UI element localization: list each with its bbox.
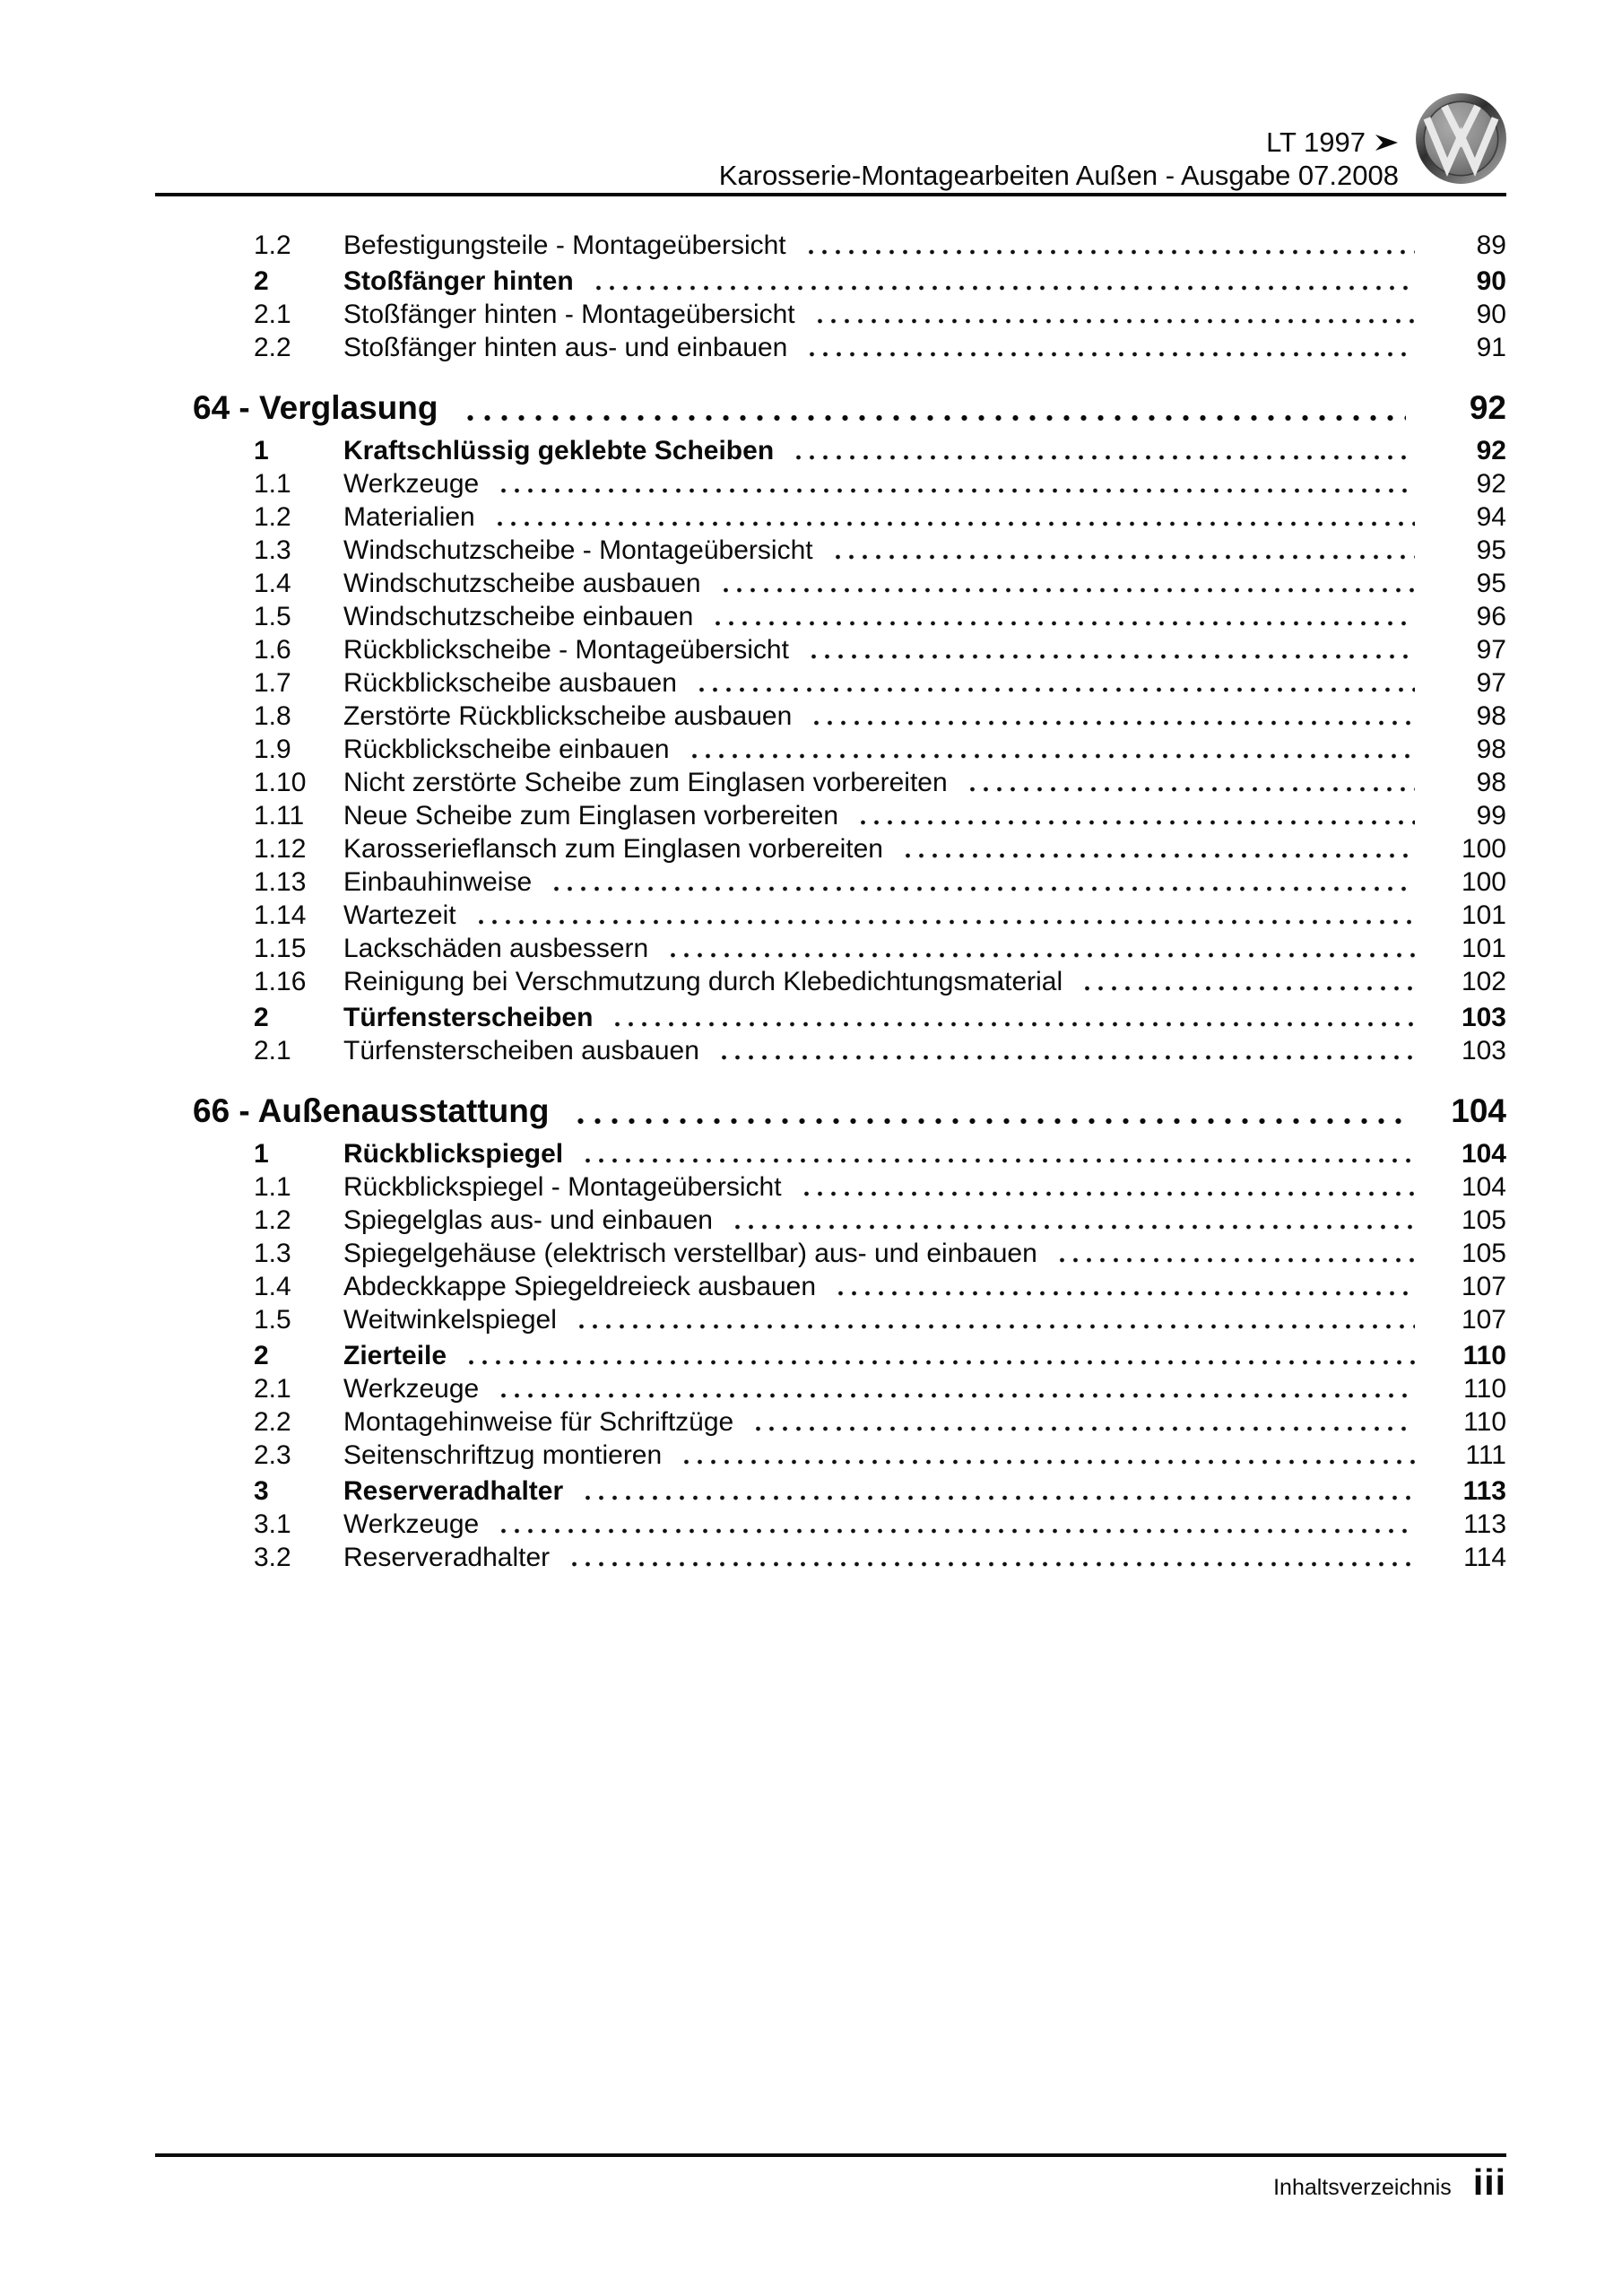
section-heading-label: 64 - Verglasung [193, 389, 438, 426]
toc-entry-number: 1.2 [254, 230, 291, 260]
footer-label: Inhaltsverzeichnis [1273, 2175, 1452, 2200]
toc-entry-title: Montagehinweise für Schriftzüge [343, 1407, 734, 1437]
dot-leader [474, 901, 1415, 929]
toc-entry-page: 103 [1461, 1003, 1506, 1032]
dot-leader [572, 1091, 1406, 1131]
toc-entry-number: 1.1 [254, 469, 291, 499]
toc-entry-title: Nicht zerstörte Scheibe zum Einglasen vorbereiten [343, 768, 948, 797]
toc-entry-page: 90 [1476, 300, 1506, 329]
dot-leader [717, 1037, 1415, 1065]
dot-leader [1080, 968, 1415, 996]
header-model-line [155, 126, 1399, 159]
toc-entry [155, 935, 1506, 962]
toc-entry-number: 1.3 [254, 535, 291, 565]
toc-entry-page: 91 [1476, 333, 1506, 362]
toc-entry-page: 92 [1476, 469, 1506, 499]
dot-leader [581, 1477, 1415, 1505]
toc-entry [155, 267, 1506, 295]
toc-entry-title: Werkzeuge [343, 469, 480, 499]
toc-entry-page: 100 [1461, 834, 1506, 864]
toc-group [155, 1091, 1506, 1571]
toc-entry-title: Seitenschriftzug montieren [343, 1440, 663, 1470]
toc-entry-page: 103 [1461, 1036, 1506, 1065]
toc-entry [155, 636, 1506, 664]
toc-entry [155, 769, 1506, 796]
toc-entry [155, 968, 1506, 996]
toc-entry-title: Zerstörte Rückblickscheibe ausbauen [343, 701, 793, 731]
toc-entry-title: Stoßfänger hinten - Montageübersicht [343, 300, 795, 329]
toc-entry-title: Materialien [343, 502, 475, 532]
dot-leader [751, 1408, 1415, 1436]
toc-entry-number: 1.3 [254, 1239, 291, 1268]
toc-entry [155, 334, 1506, 361]
toc-entry-page: 90 [1476, 266, 1506, 296]
toc-entry-number: 1 [254, 1139, 269, 1169]
toc-entry-title: Kraftschlüssig geklebte Scheiben [343, 436, 775, 465]
footer-page-number: iii [1472, 2161, 1506, 2203]
toc-entry-number: 1.15 [254, 934, 307, 963]
toc-entry [155, 1173, 1506, 1201]
model-label: LT 1997 [1266, 126, 1366, 158]
section-heading-label: 66 - Außenausstattung [193, 1092, 550, 1129]
dot-leader [1055, 1239, 1415, 1267]
toc-entry-title: Spiegelgehäuse (elektrisch verstellbar) aus- und einbauen [343, 1239, 1037, 1268]
toc-entry-number: 2.3 [254, 1440, 291, 1470]
toc-entry [155, 231, 1506, 259]
toc-entry [155, 1306, 1506, 1334]
toc-entry-page: 104 [1461, 1139, 1506, 1169]
toc-entry-number: 2.1 [254, 1374, 291, 1404]
dot-leader [581, 1140, 1415, 1168]
vw-logo [1415, 92, 1507, 185]
toc-entry [155, 1375, 1506, 1403]
dot-leader [575, 1306, 1415, 1334]
right-arrow-icon [1375, 134, 1399, 152]
dot-leader [695, 669, 1415, 697]
toc-entry-title: Windschutzscheibe ausbauen [343, 569, 701, 598]
toc-entry-number: 1.13 [254, 867, 307, 897]
toc-entry-number: 1.5 [254, 602, 291, 631]
toc-entry-title: Reserveradhalter [343, 1476, 564, 1506]
page-header [155, 126, 1399, 192]
dot-leader [592, 267, 1415, 295]
toc-entry-number: 3.2 [254, 1543, 291, 1572]
section-heading [155, 388, 1506, 428]
dot-leader [611, 1004, 1415, 1031]
dot-leader [666, 935, 1415, 962]
header-title: Karosserie-Montagearbeiten Außen - Ausgabe 07.2008 [718, 160, 1399, 191]
toc-entry [155, 1239, 1506, 1267]
dot-leader [568, 1544, 1415, 1571]
dot-leader [804, 231, 1415, 259]
toc-entry-number: 1.16 [254, 967, 307, 996]
toc-entry-number: 1.2 [254, 502, 291, 532]
toc-entry [155, 1408, 1506, 1436]
toc-entry-title: Abdeckkappe Spiegeldreieck ausbauen [343, 1272, 817, 1301]
toc-entry-title: Rückblickspiegel - Montageübersicht [343, 1172, 782, 1202]
dot-leader [493, 503, 1415, 531]
toc-entry-page: 98 [1476, 768, 1506, 797]
page-footer [155, 2161, 1506, 2204]
dot-leader [719, 570, 1415, 597]
toc-entry [155, 835, 1506, 863]
toc-entry [155, 1004, 1506, 1031]
dot-leader [731, 1206, 1415, 1234]
toc-entry-page: 98 [1476, 701, 1506, 731]
toc-entry-title: Spiegelglas aus- und einbauen [343, 1205, 713, 1235]
dot-leader [831, 536, 1415, 564]
toc-entry-number: 3 [254, 1476, 269, 1506]
dot-leader [966, 769, 1415, 796]
toc-entry-page: 99 [1476, 801, 1506, 831]
toc-entry [155, 536, 1506, 564]
toc-entry-page: 107 [1461, 1272, 1506, 1301]
header-rule [155, 193, 1506, 196]
toc-entry-number: 1.12 [254, 834, 307, 864]
toc [155, 231, 1506, 1577]
toc-entry-title: Türfensterscheiben ausbauen [343, 1036, 699, 1065]
dot-leader [901, 835, 1415, 863]
dot-leader [805, 334, 1415, 361]
toc-entry-title: Karosserieflansch zum Einglasen vorbereiten [343, 834, 883, 864]
toc-entry-page: 110 [1462, 1341, 1506, 1370]
toc-entry-page: 89 [1476, 230, 1506, 260]
dot-leader [807, 636, 1415, 664]
toc-entry-title: Stoßfänger hinten aus- und einbauen [343, 333, 788, 362]
toc-entry-title: Windschutzscheibe einbauen [343, 602, 694, 631]
toc-entry-page: 114 [1463, 1543, 1506, 1572]
toc-entry [155, 1544, 1506, 1571]
dot-leader [550, 868, 1415, 896]
toc-entry-page: 113 [1462, 1476, 1506, 1506]
toc-entry [155, 603, 1506, 631]
toc-entry [155, 1510, 1506, 1538]
toc-entry-title: Windschutzscheibe - Montageübersicht [343, 535, 813, 565]
dot-leader [813, 300, 1415, 328]
dot-leader [711, 603, 1415, 631]
dot-leader [792, 437, 1415, 465]
toc-entry [155, 300, 1506, 328]
toc-entry-title: Rückblickscheibe einbauen [343, 735, 670, 764]
toc-entry [155, 901, 1506, 929]
toc-entry-number: 2.2 [254, 1407, 291, 1437]
toc-entry-title: Rückblickspiegel [343, 1139, 564, 1169]
dot-leader [497, 470, 1415, 498]
toc-entry-page: 97 [1476, 635, 1506, 665]
toc-entry-number: 1.1 [254, 1172, 291, 1202]
toc-entry-title: Rückblickscheibe - Montageübersicht [343, 635, 789, 665]
toc-entry-title: Reinigung bei Verschmutzung durch Klebedichtungsmaterial [343, 967, 1063, 996]
toc-entry-number: 1.6 [254, 635, 291, 665]
section-heading-page: 92 [1469, 389, 1506, 426]
toc-entry-page: 98 [1476, 735, 1506, 764]
toc-entry-number: 2 [254, 1341, 269, 1370]
toc-entry-title: Werkzeuge [343, 1374, 480, 1404]
toc-entry [155, 868, 1506, 896]
toc-entry [155, 437, 1506, 465]
dot-leader [680, 1441, 1415, 1469]
dot-leader [856, 802, 1415, 830]
toc-entry-page: 104 [1461, 1172, 1506, 1202]
toc-entry-page: 95 [1476, 535, 1506, 565]
toc-entry-number: 1.4 [254, 1272, 291, 1301]
toc-entry-number: 1.14 [254, 900, 307, 930]
toc-entry [155, 1037, 1506, 1065]
dot-leader [800, 1173, 1415, 1201]
toc-entry-number: 2 [254, 1003, 269, 1032]
toc-entry [155, 1140, 1506, 1168]
toc-entry [155, 470, 1506, 498]
toc-entry-page: 96 [1476, 602, 1506, 631]
section-heading [155, 1091, 1506, 1131]
toc-entry [155, 1441, 1506, 1469]
toc-entry-number: 1.2 [254, 1205, 291, 1235]
toc-entry [155, 503, 1506, 531]
toc-entry-title: Werkzeuge [343, 1509, 480, 1539]
toc-entry-page: 113 [1463, 1509, 1506, 1539]
toc-entry-number: 2.2 [254, 333, 291, 362]
toc-entry-page: 107 [1461, 1305, 1506, 1335]
toc-entry-number: 1 [254, 436, 269, 465]
toc-entry-title: Lackschäden ausbessern [343, 934, 649, 963]
toc-entry [155, 702, 1506, 730]
dot-leader [497, 1375, 1415, 1403]
toc-entry-page: 94 [1476, 502, 1506, 532]
toc-entry-number: 1.11 [254, 801, 305, 831]
section-heading-page: 104 [1451, 1092, 1506, 1129]
toc-group [155, 231, 1506, 361]
toc-entry-page: 105 [1461, 1205, 1506, 1235]
toc-entry-page: 100 [1461, 867, 1506, 897]
toc-entry-title: Rückblickscheibe ausbauen [343, 668, 677, 698]
toc-entry-number: 1.10 [254, 768, 307, 797]
dot-leader [464, 1342, 1415, 1370]
toc-entry-page: 102 [1461, 967, 1506, 996]
dot-leader [834, 1273, 1415, 1300]
dot-leader [810, 702, 1415, 730]
footer-rule [155, 2153, 1506, 2157]
toc-entry-title: Wartezeit [343, 900, 456, 930]
dot-leader [497, 1510, 1415, 1538]
toc-entry [155, 570, 1506, 597]
toc-entry-number: 2.1 [254, 1036, 291, 1065]
toc-entry-number: 1.7 [254, 668, 291, 698]
toc-entry-title: Neue Scheibe zum Einglasen vorbereiten [343, 801, 838, 831]
toc-entry-page: 97 [1476, 668, 1506, 698]
toc-entry-number: 1.4 [254, 569, 291, 598]
toc-entry-title: Zierteile [343, 1341, 447, 1370]
toc-entry [155, 669, 1506, 697]
toc-entry [155, 1206, 1506, 1234]
toc-entry-number: 2 [254, 266, 269, 296]
dot-leader [688, 735, 1415, 763]
toc-entry [155, 735, 1506, 763]
toc-entry-number: 1.5 [254, 1305, 291, 1335]
toc-entry-title: Reserveradhalter [343, 1543, 551, 1572]
toc-entry-page: 111 [1465, 1440, 1506, 1470]
toc-entry-number: 1.9 [254, 735, 291, 764]
toc-entry-page: 110 [1463, 1407, 1506, 1437]
toc-entry [155, 1273, 1506, 1300]
toc-entry-page: 92 [1476, 436, 1506, 465]
toc-entry-number: 2.1 [254, 300, 291, 329]
toc-entry [155, 1342, 1506, 1370]
toc-entry-page: 95 [1476, 569, 1506, 598]
toc-entry [155, 802, 1506, 830]
dot-leader [462, 388, 1407, 428]
toc-entry-page: 101 [1461, 934, 1506, 963]
toc-group [155, 388, 1506, 1065]
toc-entry-title: Einbauhinweise [343, 867, 533, 897]
toc-entry-title: Befestigungsteile - Montageübersicht [343, 230, 786, 260]
toc-entry-number: 1.8 [254, 701, 291, 731]
toc-entry-number: 3.1 [254, 1509, 291, 1539]
toc-entry-title: Stoßfänger hinten [343, 266, 574, 296]
toc-entry-page: 105 [1461, 1239, 1506, 1268]
toc-entry-page: 110 [1463, 1374, 1506, 1404]
toc-entry [155, 1477, 1506, 1505]
toc-entry-title: Türfensterscheiben [343, 1003, 594, 1032]
toc-entry-title: Weitwinkelspiegel [343, 1305, 557, 1335]
toc-entry-page: 101 [1461, 900, 1506, 930]
